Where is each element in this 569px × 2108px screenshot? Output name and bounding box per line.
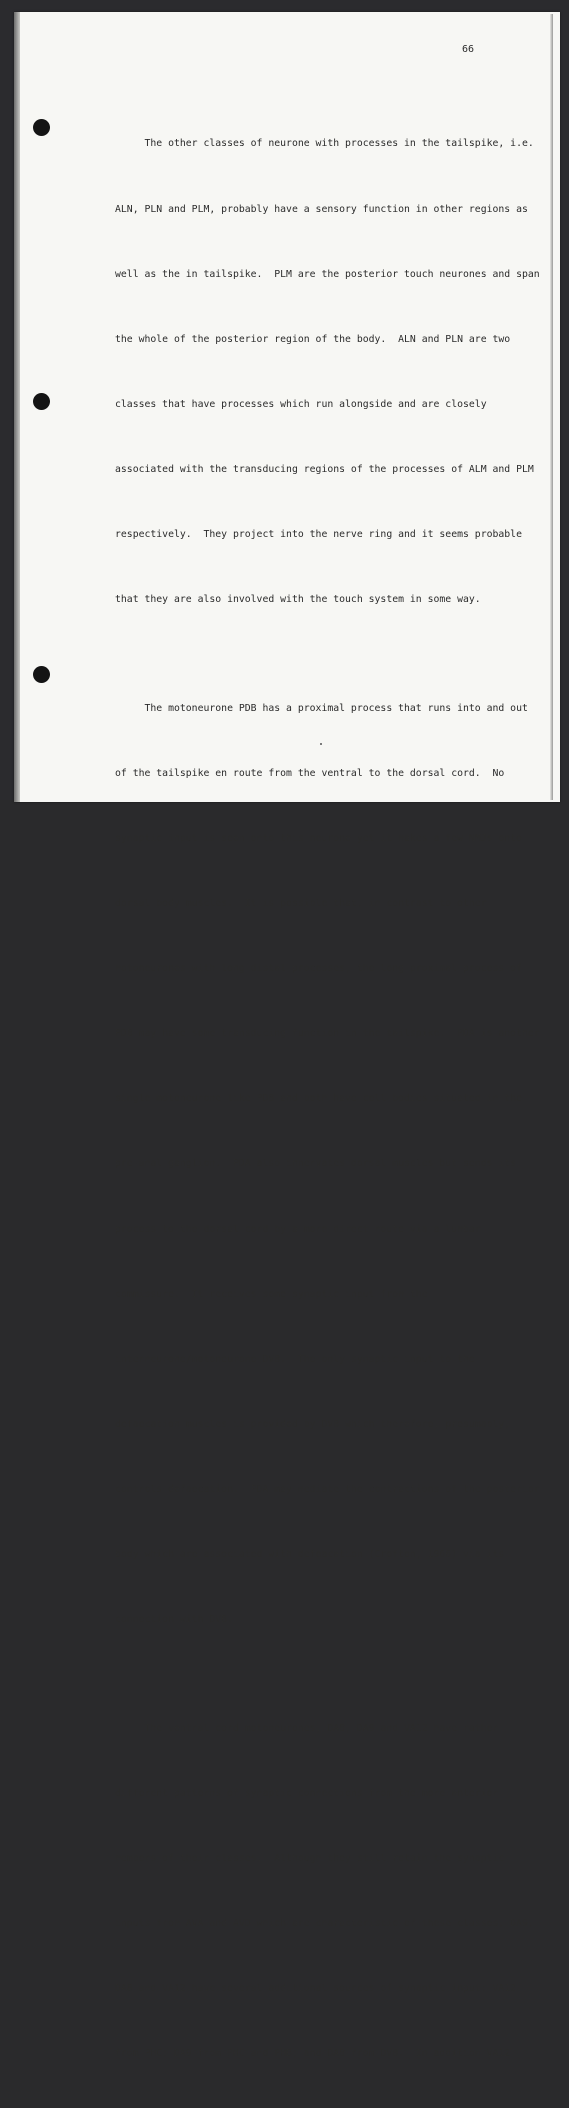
- text-line: commissure. It receives some synaptic input from the: [115, 1288, 428, 1300]
- text-line: respectively. They project into the nerve ring and it seems probable: [115, 529, 522, 541]
- text-line: pre-anal ganglion. PDA also innervates dorsal muscles but sends its: [115, 1158, 517, 1170]
- paragraph-3: [115, 1674, 534, 2108]
- text-line: defaecation muscles is provided by DVB which therefore, presumably,: [115, 1418, 511, 1430]
- text-line: interneurone/motoneurone DVB. The only synaptic input to the: [115, 1353, 475, 1365]
- text-line: of the tailspike en route from the ventral to the dorsal cord. No: [115, 767, 505, 779]
- text-line: controls defaecation. PDA may mediate the contractions of the posterior: [115, 1484, 540, 1495]
- text-line: dorsal body muscles. It is possible that, in contrast to other: [115, 898, 487, 910]
- text-line: The ventral cord motoneurones, DA8, DA9 and VA12 have rather: [115, 1722, 499, 1734]
- page-left-edge: [14, 12, 20, 802]
- text-line: associated with the transducing regions of the processes of ALM and PLM: [115, 463, 534, 475]
- text-line: The other classes of neurone with processes in the tailspike, i.e.: [115, 138, 534, 150]
- text-line: synaptic input is seen onto this neurone yet it makes a few NMJs onto: [115, 832, 522, 844]
- text-line: members of their classes. Although they still retain the synaptic: [115, 1852, 505, 1864]
- text-line: connection with DVB.: [115, 1614, 233, 1626]
- text-line: ALN, PLN and PLM, probably have a sensory function in other regions as: [115, 203, 528, 215]
- body-text: [115, 90, 540, 2108]
- text-line: single motoneurone like PDB and both have cell bodies situated in the: [115, 1093, 522, 1105]
- text-line: process to the dorsal cord by a more direct route via a lumbar: [115, 1223, 481, 1235]
- text-line: well as the in tailspike. PLM are the posterior touch neurones and span: [115, 268, 540, 280]
- punch-hole-top: [33, 119, 50, 136]
- text-line: The motoneurone PDB has a proximal process that runs into and out: [115, 702, 528, 714]
- text-line: DA8 and VA12 have several additional sources of synaptic input: VA12: [115, 1983, 517, 1995]
- text-line: different patterns of synaptic connections from the more anterior: [115, 1787, 499, 1799]
- page-number: 66: [462, 44, 475, 55]
- punch-hole-bottom: [33, 666, 50, 683]
- text-line: PDB may have some transducing function in the tailspike. PDA is another: [115, 1028, 540, 1040]
- punch-hole-middle: [33, 393, 50, 410]
- text-line: inputs from AVA and AVD which are characteristic of these classes, DA9,: [115, 1918, 534, 1930]
- paragraph-1: [115, 90, 540, 654]
- text-line: body which are associated with defeacation (Crofton, 1966) via its: [115, 1549, 505, 1561]
- text-line: the whole of the posterior region of the body. ALN and PLN are two: [115, 333, 511, 345]
- ink-speck: [320, 743, 322, 745]
- text-line: from PHC; DA9 from PHC and PHB; and DA8 from DVB. In addition VA12: [115, 2048, 511, 2060]
- text-line: that they are also involved with the touch system in some way.: [115, 594, 481, 606]
- paragraph-2: [115, 654, 540, 1674]
- page-right-edge: [550, 14, 553, 800]
- text-line: motoneurones with long distal processes, the long proximal process of: [115, 963, 522, 975]
- text-line: classes that have processes which run alongside and are closely: [115, 398, 487, 410]
